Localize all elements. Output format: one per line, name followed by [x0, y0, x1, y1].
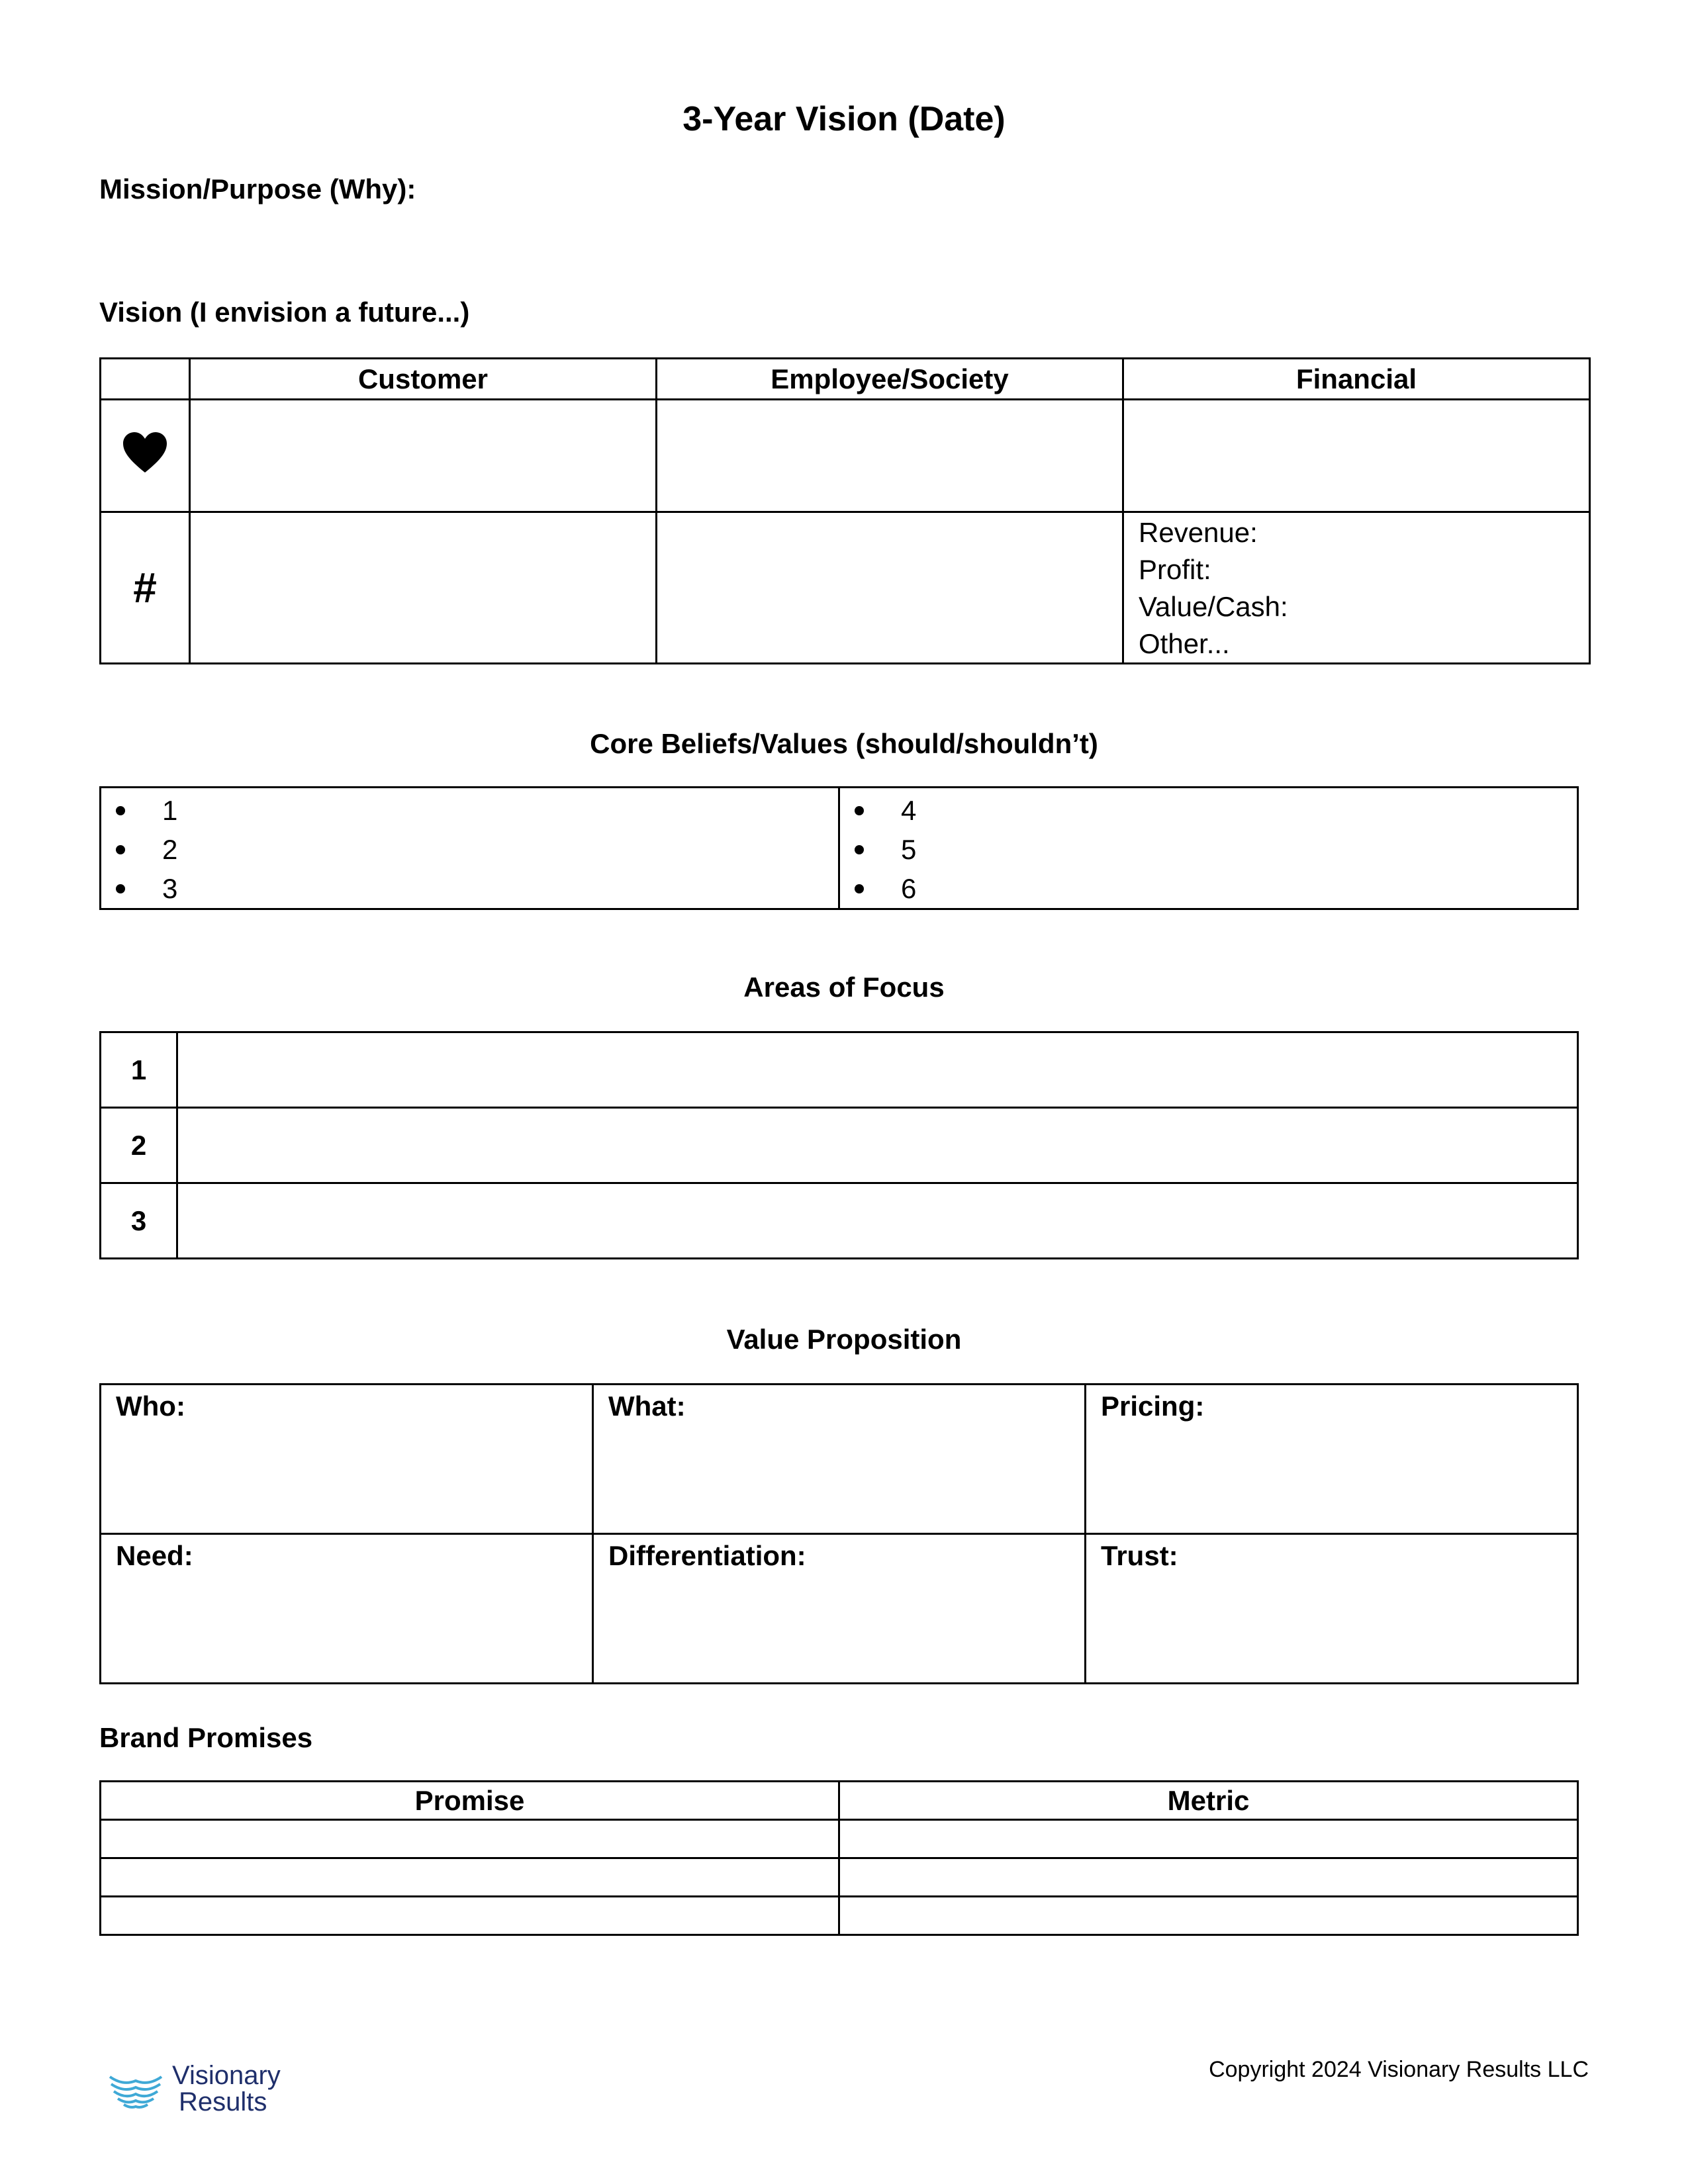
belief-item: 5: [855, 830, 1577, 869]
vp-need-cell[interactable]: [101, 1534, 593, 1684]
focus-area-field[interactable]: [177, 1032, 1578, 1108]
areas-of-focus-heading: Areas of Focus: [743, 972, 945, 1003]
vision-employee-quantitative[interactable]: [657, 512, 1123, 664]
metric-field[interactable]: [839, 1897, 1578, 1935]
hash-icon: #: [133, 564, 157, 612]
focus-area-field[interactable]: [177, 1108, 1578, 1183]
bullet-icon: [116, 845, 125, 854]
vision-header-customer: Customer: [190, 359, 657, 400]
brand-promises-heading: Brand Promises: [99, 1722, 313, 1753]
number-row-icon-cell: [101, 512, 190, 664]
logo-line-visionary: Visionary: [172, 2061, 281, 2090]
vision-header-financial: Financial: [1123, 359, 1590, 400]
core-beliefs-heading: Core Beliefs/Values (should/shouldn’t): [590, 728, 1098, 759]
financial-value-cash-label: Value/Cash:: [1139, 591, 1288, 622]
promise-field[interactable]: [101, 1820, 839, 1858]
vision-financial-quantitative[interactable]: [1123, 512, 1590, 664]
vp-trust-cell[interactable]: [1086, 1534, 1578, 1684]
metric-header: Metric: [839, 1782, 1578, 1820]
vision-financial-qualitative[interactable]: [1123, 400, 1590, 512]
vp-differentiation-cell[interactable]: [593, 1534, 1086, 1684]
financial-other-label: Other...: [1139, 628, 1230, 659]
vp-trust-label: Trust:: [1101, 1540, 1178, 1571]
focus-number: 1: [101, 1032, 177, 1108]
logo-wave-icon: [107, 2066, 164, 2113]
belief-item: 2: [116, 830, 838, 869]
heart-icon: [122, 432, 168, 474]
heart-row-icon-cell: [101, 400, 190, 512]
vision-employee-qualitative[interactable]: [657, 400, 1123, 512]
copyright-text: Copyright 2024 Visionary Results LLC: [1209, 2057, 1589, 2082]
bullet-icon: [855, 884, 864, 893]
vp-differentiation-label: Differentiation:: [608, 1540, 806, 1571]
vision-table: [99, 357, 1591, 664]
core-beliefs-right[interactable]: [839, 788, 1578, 909]
focus-number: 2: [101, 1108, 177, 1183]
vision-customer-qualitative[interactable]: [190, 400, 657, 512]
value-proposition-heading: Value Proposition: [726, 1324, 962, 1355]
vision-customer-quantitative[interactable]: [190, 512, 657, 664]
vp-who-cell[interactable]: [101, 1385, 593, 1534]
brand-promises-table: [99, 1780, 1579, 1936]
vp-who-label: Who:: [116, 1390, 185, 1422]
company-logo: [107, 2058, 306, 2118]
promise-field[interactable]: [101, 1858, 839, 1897]
page-title: 3-Year Vision (Date): [682, 100, 1006, 138]
vp-need-label: Need:: [116, 1540, 193, 1571]
focus-number: 3: [101, 1183, 177, 1259]
logo-line-results: Results: [179, 2087, 267, 2116]
vp-pricing-cell[interactable]: [1086, 1385, 1578, 1534]
bullet-icon: [855, 806, 864, 815]
vp-what-cell[interactable]: [593, 1385, 1086, 1534]
value-proposition-table: [99, 1383, 1579, 1684]
vp-pricing-label: Pricing:: [1101, 1390, 1205, 1422]
vision-label: Vision (I envision a future...): [99, 296, 470, 328]
vision-header-employee-society: Employee/Society: [657, 359, 1123, 400]
belief-item: 1: [116, 791, 838, 830]
belief-item: 3: [116, 869, 838, 908]
mission-label: Mission/Purpose (Why):: [99, 173, 416, 205]
core-beliefs-left[interactable]: [101, 788, 839, 909]
belief-item: 6: [855, 869, 1577, 908]
vp-what-label: What:: [608, 1390, 686, 1422]
financial-profit-label: Profit:: [1139, 554, 1211, 585]
metric-field[interactable]: [839, 1858, 1578, 1897]
promise-header: Promise: [101, 1782, 839, 1820]
bullet-icon: [116, 806, 125, 815]
financial-revenue-label: Revenue:: [1139, 517, 1258, 548]
bullet-icon: [116, 884, 125, 893]
focus-area-field[interactable]: [177, 1183, 1578, 1259]
areas-of-focus-table: [99, 1031, 1579, 1259]
core-beliefs-table: [99, 786, 1579, 910]
vision-header-blank: [101, 359, 190, 400]
belief-item: 4: [855, 791, 1577, 830]
promise-field[interactable]: [101, 1897, 839, 1935]
metric-field[interactable]: [839, 1820, 1578, 1858]
bullet-icon: [855, 845, 864, 854]
